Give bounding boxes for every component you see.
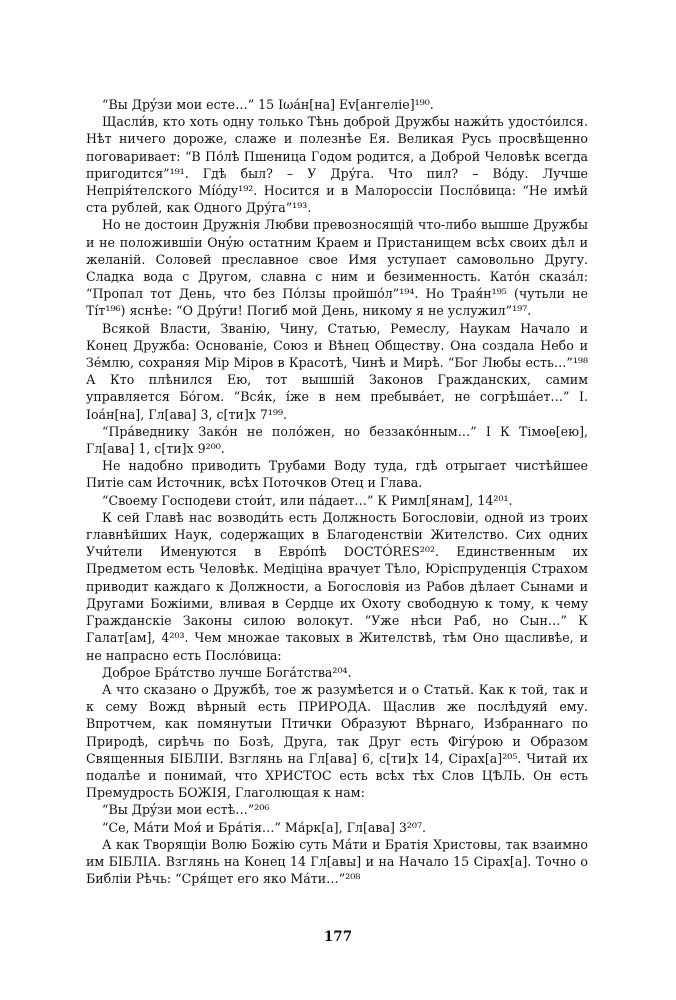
paragraph: “Пра́веднику Зако́н не поло́жен, но беззако́нным…” І К Тімоѳ[ею], Гл[ава] 1, с[ти]х 9²⁰⁰. [86,423,588,457]
paragraph: А как Творящіи Волю Божію суть Ма́ти и Братія Христовы, так взаимно им БІБЛІА. Взглянь на Конец 14 Гл[авы] и на Начало 15 Сірах[а]. Точно о Библіи Рѣчь: “Сря́щет его яко Ма́ти…”²⁰⁸ [86,836,588,887]
paragraph: “Своему Господеви стои́т, или па́дает…” К Римл[янам], 14²⁰¹. [102,492,513,508]
paragraph: “Вы Дрýзи мои есте…” 15 Іωа́н[на] Еv[ангеліе]¹⁹⁰. [102,97,434,112]
page-number: 177 [323,929,353,945]
paragraph: Всякой Власти, Званію, Чину, Статью, Ремеслу, Наукам Начало и Конец Дружба: Основаніе, Союз и Вѣнец Обществу. Она создала Небо и Зе́млю, сохраняя Мір Міров в Красотѣ, Чинѣ и Мирѣ. “Бог Любы есть…”¹⁹⁸ А Кто плѣнился Ею, тот вышшій Законов Гражданских, самим управляется Бо́гом. “Вся́к, íже в нем пребыва́ет, не согрѣша́ет…” І. Іоа́н[на], Гл[ава] 3, с[ти]х 7¹⁹⁹. [86,320,588,422]
paragraph: Но не достоин Дружнія Любви превозносящій что-либо вышше Дружбы и не положившіи Онýю остатним Краем и Пристанищем всѣх своих дѣл и желаній. Соловей преславное свое Имя уступает самовольно Другу. Сладка вода с Другом, славна с ним и безименность. Като́н сказа́л: “Пропал тот День, что без По́лзы пройшо́л”¹⁹⁴. Но Трая́н¹⁹⁵ (чутьли не Ті́т¹⁹⁶) яснѣе: “О Дру́ги! Погиб мой День, никому я не услужил”¹⁹⁷. [86,217,588,319]
paragraph: Щасли́в, кто хоть одну только Тѣнь доброй Дружбы нажи́ть удосто́ился. Нѣт ничего дороже, слаже и полезнѣе Ея. Великая Русь просвѣщенно поговаривает: “В По́лѣ Пшеница Годом родится, а Доброй Человѣк всегда пригодится”¹⁹¹. Гдѣ был? – У Дру́га. Что пил? – Во́ду. Лучше Непрія́телского Мíóду¹⁹². Носится и в Малороссіи Посло́вица: “Не имѣй ста рублей, как Одного Дру́га”¹⁹³. [86,114,588,216]
paragraph: К сей Главѣ нас возводи́ть есть Должность Богословіи, одной из троих главнѣйших Наук, содержащих в Благоденствіи Жителство. Сих одних Учи́тели Именуются в Евро́пѣ DOCTÓRES²⁰². Единственным их Предметом есть Человѣк. Медіціна врачует Тѣло, Юріспруденція Страхом приводит каждаго к Должности, а Богословія из Рабов дѣлает Сынами и Другами Божіими, вливая в Сердце их Охоту свободную к тому, к чему Гражданскіе Законы силою волокут. “Уже нѣси Раб, но Сын…” К Галат[ам], 4²⁰³. Чем множае таковых в Жителствѣ, тѣм Оно щасливѣе, и не напрасно есть Посло́вица: [86,509,588,663]
paragraph: “Вы Дрýзи мои естѣ…”²⁰⁶ [102,802,270,818]
paragraph: “Се, Ма́ти Моя́ и Бра́тія…” Ма́рк[а], Гл[ава] 3²⁰⁷. [102,819,427,835]
paragraph: Доброе Бра́тство лучше Бога́тства²⁰⁴. [102,664,352,680]
paragraph: Не надобно приводить Трубами Воду туда, гдѣ отрыгает чистѣйшее Питіе сам Источник, всѣх Поточков Отец и Глава. [86,458,588,491]
body-text [86,96,588,887]
paragraph: А что сказано о Дружбѣ, тое ж разумѣется и о Статьй. Как к той, так и к сему Вожд вѣрный есть ПРИРОДА. Щаслив же послѣдуяй ему. Впротчем, как помянутыи Птички Образуют Вѣрнаго, Избраннаго по Природѣ, сирѣчь по Бозѣ, Друга, так Друг есть Фігу́рою и Образом Священныя БІБЛІИ. Взглянь на Гл[ава] 6, с[ти]х 14, Сірах[а]²⁰⁵. Читай их подалѣе и понимай, что ХРИСТОС есть всѣх тѣх Слов ЦѢЛЬ. Он есть Премудрость БОЖІЯ, Глаголющая к нам: [86,681,588,801]
